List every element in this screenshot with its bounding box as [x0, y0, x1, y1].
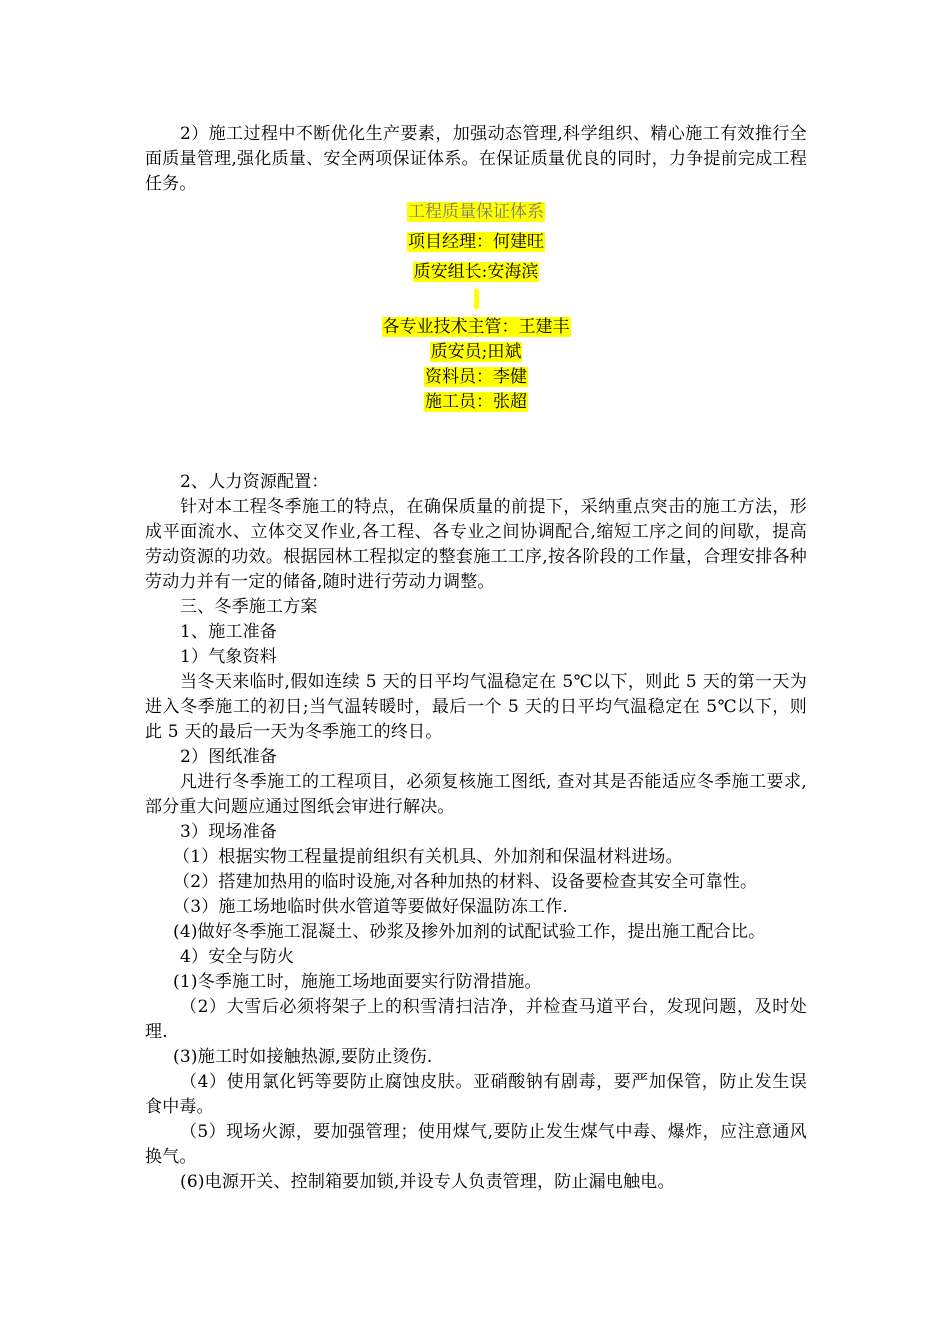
org-project-manager: 项目经理：何建旺 — [408, 232, 544, 252]
weather-heading: 1）气象资料 — [180, 647, 278, 667]
section3-sub1: 1、施工准备 — [180, 622, 278, 642]
safety-item: (1)冬季施工时，施施工场地面要实行防滑措施。 — [173, 972, 542, 992]
site-heading: 3）现场准备 — [180, 822, 278, 842]
safety-item: (3)施工时如接触热源,要防止烫伤. — [173, 1047, 433, 1067]
weather-body: 当冬天来临时,假如连续 5 天的日平均气温稳定在 5℃以下，则此 5 天的第一天为进入冬季施工的初日;当气温转暖时，最后一个 5 天的日平均气温稳定在 5℃以下，则此 5 天的最后一天为冬季施工的终日。 — [145, 672, 807, 742]
hr-body: 针对本工程冬季施工的特点，在确保质量的前提下，采纳重点突击的施工方法，形成平面流水、立体交叉作业,各工程、各专业之间协调配合,缩短工序之间的间歇，提高劳动资源的功效。根据园林工程拟定的整套施工工序,按各阶段的工作量，合理安排各种劳动力并有一定的储备,随时进行劳动力调整。 — [145, 497, 807, 592]
org-connector-line — [474, 289, 479, 309]
org-chart — [145, 200, 807, 415]
safety-item: （5）现场火源，要加强管理；使用煤气,要防止发生煤气中毒、爆炸，应注意通风换气。 — [145, 1122, 807, 1167]
main-body — [145, 470, 807, 1195]
intro-paragraph: 2）施工过程中不断优化生产要素，加强动态管理,科学组织、精心施工有效推行全面质量管理,强化质量、安全两项保证体系。在保证质量优良的同时，力争提前完成工程任务。 — [145, 124, 807, 194]
org-chart-title: 工程质量保证体系 — [408, 202, 544, 222]
drawing-heading: 2）图纸准备 — [180, 747, 278, 767]
site-item: （2）搭建加热用的临时设施,对各种加热的材料、设备要检查其安全可靠性。 — [173, 872, 758, 892]
org-qa-leader: 质安组长:安海滨 — [413, 262, 539, 282]
org-data-clerk: 资料员：李健 — [425, 367, 527, 387]
section3-heading: 三、冬季施工方案 — [180, 597, 318, 617]
site-item: （3）施工场地临时供水管道等要做好保温防冻工作. — [173, 897, 569, 917]
safety-item: （2）大雪后必须将架子上的积雪清扫洁净，并检查马道平台，发现问题，及时处理. — [145, 997, 807, 1042]
safety-item: （4）使用氯化钙等要防止腐蚀皮肤。亚硝酸钠有剧毒，要严加保管，防止发生误食中毒。 — [145, 1072, 807, 1117]
site-item: (4)做好冬季施工混凝土、砂浆及掺外加剂的试配试验工作，提出施工配合比。 — [173, 922, 766, 942]
safety-item: (6)电源开关、控制箱要加锁,并设专人负责管理，防止漏电触电。 — [180, 1172, 675, 1192]
hr-heading: 2、人力资源配置： — [180, 472, 329, 492]
org-tech-supervisor: 各专业技术主管：王建丰 — [382, 317, 570, 337]
org-constructor: 施工员：张超 — [425, 392, 527, 412]
site-item: （1）根据实物工程量提前组织有关机具、外加剂和保温材料进场。 — [173, 847, 683, 867]
safety-heading: 4）安全与防火 — [180, 947, 295, 967]
drawing-body: 凡进行冬季施工的工程项目，必须复核施工图纸, 查对其是否能适应冬季施工要求, 部分重大问题应通过图纸会审进行解决。 — [145, 772, 807, 817]
org-qa-officer: 质安员;田斌 — [430, 342, 522, 362]
